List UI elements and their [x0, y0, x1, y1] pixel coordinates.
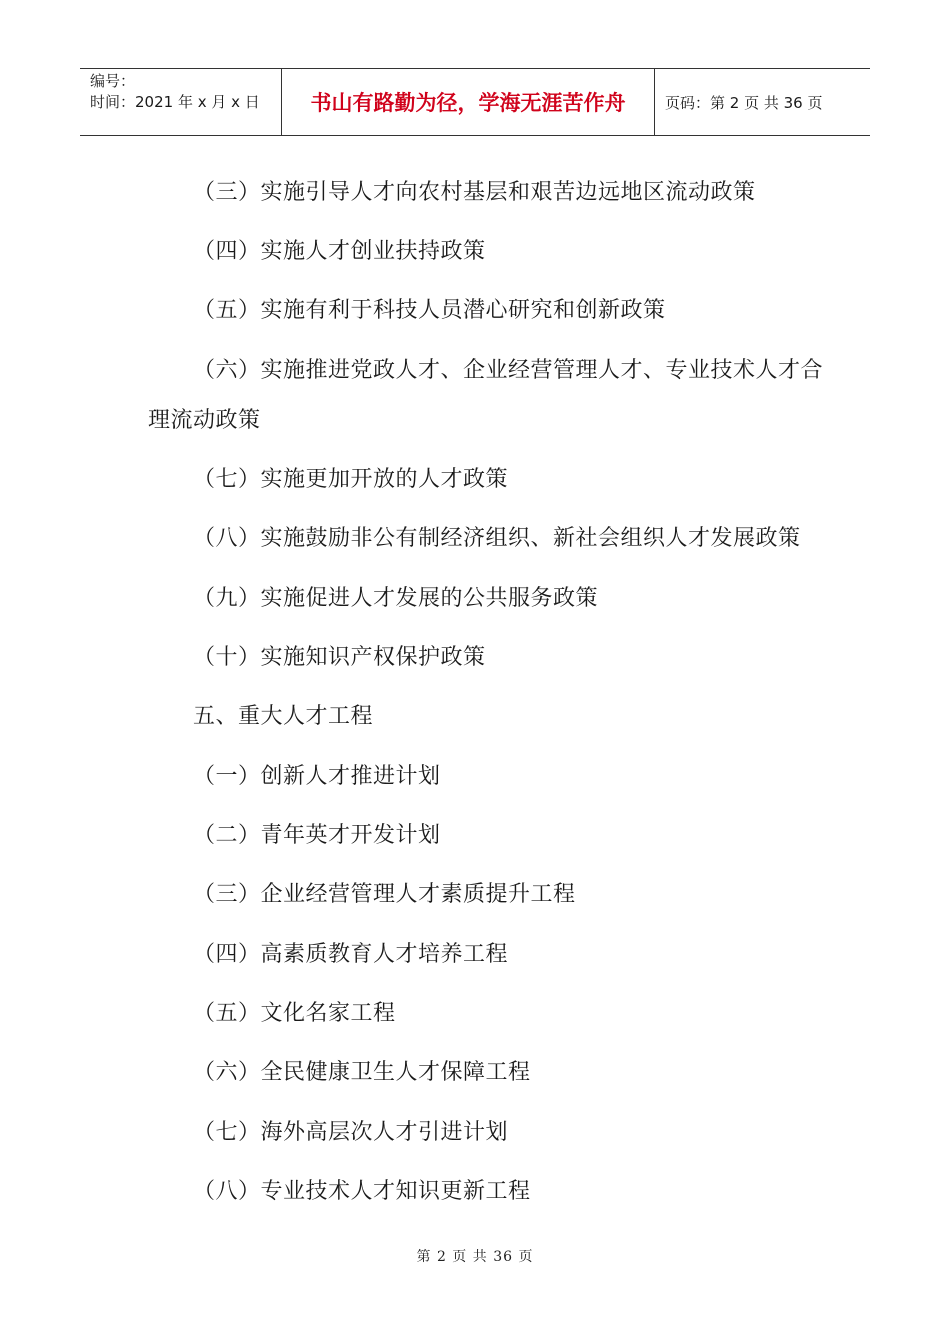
body-line: （一）创新人才推进计划 — [193, 764, 441, 789]
header-motto-cell — [282, 69, 655, 135]
body-line: 理流动政策 — [148, 408, 261, 433]
header-meta-cell — [80, 69, 282, 135]
document-date-label: 时间：2021 年 x 月 x 日 — [90, 93, 260, 111]
body-line: （六）实施推进党政人才、企业经营管理人才、专业技术人才合 — [193, 358, 824, 383]
body-line: （七）实施更加开放的人才政策 — [193, 467, 509, 492]
body-line: （十）实施知识产权保护政策 — [193, 645, 486, 670]
body-line: （二）青年英才开发计划 — [193, 823, 441, 848]
header-page-cell — [655, 69, 870, 135]
page-footer: 第 2 页 共 36 页 — [416, 1249, 534, 1265]
body-line: （八）实施鼓励非公有制经济组织、新社会组织人才发展政策 — [193, 526, 801, 551]
body-line: （三）企业经营管理人才素质提升工程 — [193, 882, 576, 907]
body-line: （六）全民健康卫生人才保障工程 — [193, 1060, 531, 1085]
document-number-label: 编号： — [90, 72, 136, 90]
body-line: （四）高素质教育人才培养工程 — [193, 942, 509, 967]
body-line: （三）实施引导人才向农村基层和艰苦边远地区流动政策 — [193, 180, 756, 205]
header-motto: 书山有路勤为径，学海无涯苦作舟 — [310, 91, 626, 115]
body-line: （九）实施促进人才发展的公共服务政策 — [193, 586, 599, 611]
document-header — [80, 68, 870, 136]
section-heading: 五、重大人才工程 — [193, 704, 374, 729]
body-line: （七）海外高层次人才引进计划 — [193, 1120, 509, 1145]
header-page-info: 页码：第 2 页 共 36 页 — [665, 93, 823, 112]
body-line: （八）专业技术人才知识更新工程 — [193, 1179, 531, 1204]
body-line: （五）文化名家工程 — [193, 1001, 396, 1026]
body-line: （四）实施人才创业扶持政策 — [193, 239, 486, 264]
body-line: （五）实施有利于科技人员潜心研究和创新政策 — [193, 298, 666, 323]
